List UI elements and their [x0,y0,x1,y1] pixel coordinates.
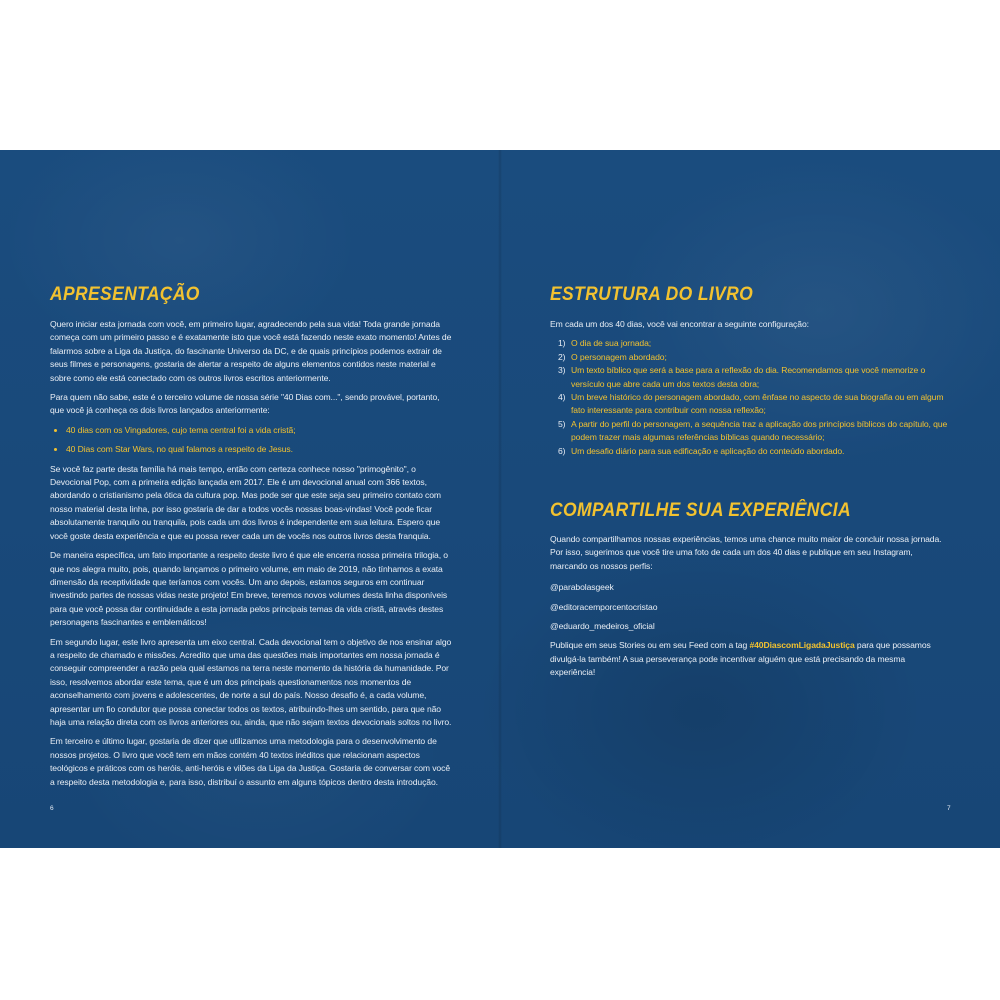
page-title-apresentacao: APRESENTAÇÃO [50,284,200,305]
page-title-estrutura: ESTRUTURA DO LIVRO [550,284,754,305]
list-item [560,445,950,458]
instagram-handle: @editoracemporcentocristao [550,601,658,612]
item-number: 6) [558,445,566,456]
estrutura-body [550,318,950,458]
right-page [550,150,950,848]
item-text: Um breve histórico do personagem abordado, com ênfase no aspecto de sua biografia ou em algum fato interessante para contribuir com nossa reflexão; [571,392,944,416]
item-text: Um desafio diário para sua edificação e aplicação do conteúdo abordado. [571,445,845,456]
share-text-before: Publique em seus Stories ou em seu Feed com a tag [550,640,750,651]
book-spread [0,150,1000,848]
paragraph: Quando compartilhamos nossas experiências, temos uma chance muito maior de concluir nossa jornada. Por isso, sugerimos que você tire uma foto de cada um dos 40 dias e publique em seu Instagram, marcando os nossos perfis: [550,534,942,571]
bullet-icon [54,429,57,432]
paragraph: Em terceiro e último lugar, gostaria de dizer que utilizamos uma metodologia para o desenvolvimento de nossos projetos. O livro que você tem em mãos contém 40 textos inéditos que relacionam aspectos teológicos e práticos com os heróis, anti-heróis e vilões da Liga da Justiça. Gostaria de conversar com você a respeito desta metodologia e, para isso, distribuí o assunto em alguns tópicos dentro desta introdução. [50,736,450,787]
list-item [66,424,452,437]
paragraph [550,639,950,679]
instagram-handle: @eduardo_medeiros_oficial [550,621,655,632]
paragraph: Em segundo lugar, este livro apresenta um eixo central. Cada devocional tem o objetivo de nos ensinar algo a respeito de chamado e missões. Acredito que uma das questões mais importantes em nossa jornada é conseguir compreender a razão pela qual estamos na terra neste momento da história da humanidade. Por isso, resolvemos abordar este tema, que é um dos principais questionamentos nos momentos de aconselhamento com jovens e adolescentes, de norte a sul do país. Nosso desafio é, a cada volume, apresentar um fio condutor que possa conectar todos os textos, atribuindo-lhes um sentido, para que não haja uma relação direta com os livros anteriores ou, ainda, que não sejam textos devocionais soltos no livro. [50,636,452,727]
apresentacao-body [50,318,452,795]
item-number: 3) [558,365,566,376]
item-number: 4) [558,392,566,403]
item-text: O personagem abordado; [571,351,667,362]
configuration-list [550,337,950,458]
compartilhe-body [550,533,950,686]
instagram-handle: @parabolasgeek [550,582,614,593]
paragraph: De maneira específica, um fato importante a respeito deste livro é que ele encerra nossa primeira trilogia, o que nos alegra muito, pois, quando lançamos o primeiro volume, em maio de 2019, não tínhamos a exata dimensão da receptividade que teríamos com vocês. Um ano depois, estamos seguros em continuar investindo partes de nossas vidas neste projeto! Em breve, teremos novos volumes desta linha disponíveis para que você possa dar continuidade a esta jornada pelos principais temas da vida cristã, através destes personagens fascinantes e emblemáticos! [50,550,448,628]
list-item [560,364,950,391]
list-item [560,418,950,445]
item-text: O dia de sua jornada; [571,338,652,349]
list-item [560,351,950,364]
item-number: 5) [558,418,566,429]
paragraph: Quero iniciar esta jornada com você, em primeiro lugar, agradecendo pela sua vida! Toda grande jornada começa com um primeiro passo e é exatamente isto que você está fazendo neste exato momento! Antes de falarmos sobre a Liga da Justiça, do fascinante Universo da DC, e de quais princípios podemos extrair de seus filmes e personagens, gostaria de alertar a respeito de alguns elementos contidos neste material e sobre como ele está conectado com os outros livros escritos anteriormente. [50,319,452,383]
item-number: 1) [558,338,566,349]
item-number: 2) [558,351,566,362]
paragraph: Para quem não sabe, este é o terceiro volume de nossa série "40 Dias com...", sendo provável, portanto, que você já conheça os dois livros lançados anteriormente: [50,392,440,416]
page-number-left: 6 [50,805,54,812]
share-text-after: para que possamos divulgá-la também! A sua perseverança pode incentivar alguém que está precisando da mesma experiência! [550,640,931,678]
paragraph: Se você faz parte desta família há mais tempo, então com certeza conhece nosso "primogênito", o Devocional Pop, com a primeira edição lançada em 2017. Ele é um devocional anual com 366 textos, abordando o cristianismo pela ótica da cultura pop. Mas pode ser que este seja seu primeiro contato com nosso material desta linha, por isso gostaria de dar a todos vocês nossas boas-vindas! Você pode ficar absolutamente tranquilo ou tranquila, pois cada um dos livros é independente em sua leitura. Espero que você goste desta experiência e que eu possa rever cada um de vocês nos outros livros desta franquia. [50,463,441,541]
book-gutter [498,150,502,848]
list-item-text: 40 dias com os Vingadores, cujo tema central foi a vida cristã; [66,424,296,435]
list-item [66,443,452,456]
left-page [50,150,452,848]
list-item-text: 40 Dias com Star Wars, no qual falamos a respeito de Jesus. [66,444,293,455]
bullet-icon [54,448,57,451]
previous-books-list [50,424,452,457]
page-number-right: 7 [947,805,951,812]
page-title-compartilhe: COMPARTILHE SUA EXPERIÊNCIA [550,500,851,521]
item-text: Um texto bíblico que será a base para a reflexão do dia. Recomendamos que você memorize o versículo que abre cada um dos textos desta obra; [571,365,926,389]
list-item [560,337,950,350]
list-item [560,391,950,418]
item-text: A partir do perfil do personagem, a sequência traz a aplicação dos princípios bíblicos do capítulo, que podem trazer mais algumas referências bíblicas quando necessário; [571,418,948,443]
paragraph: Em cada um dos 40 dias, você vai encontrar a seguinte configuração: [550,319,809,329]
hashtag: #40DiascomLigadaJustiça [749,640,855,651]
